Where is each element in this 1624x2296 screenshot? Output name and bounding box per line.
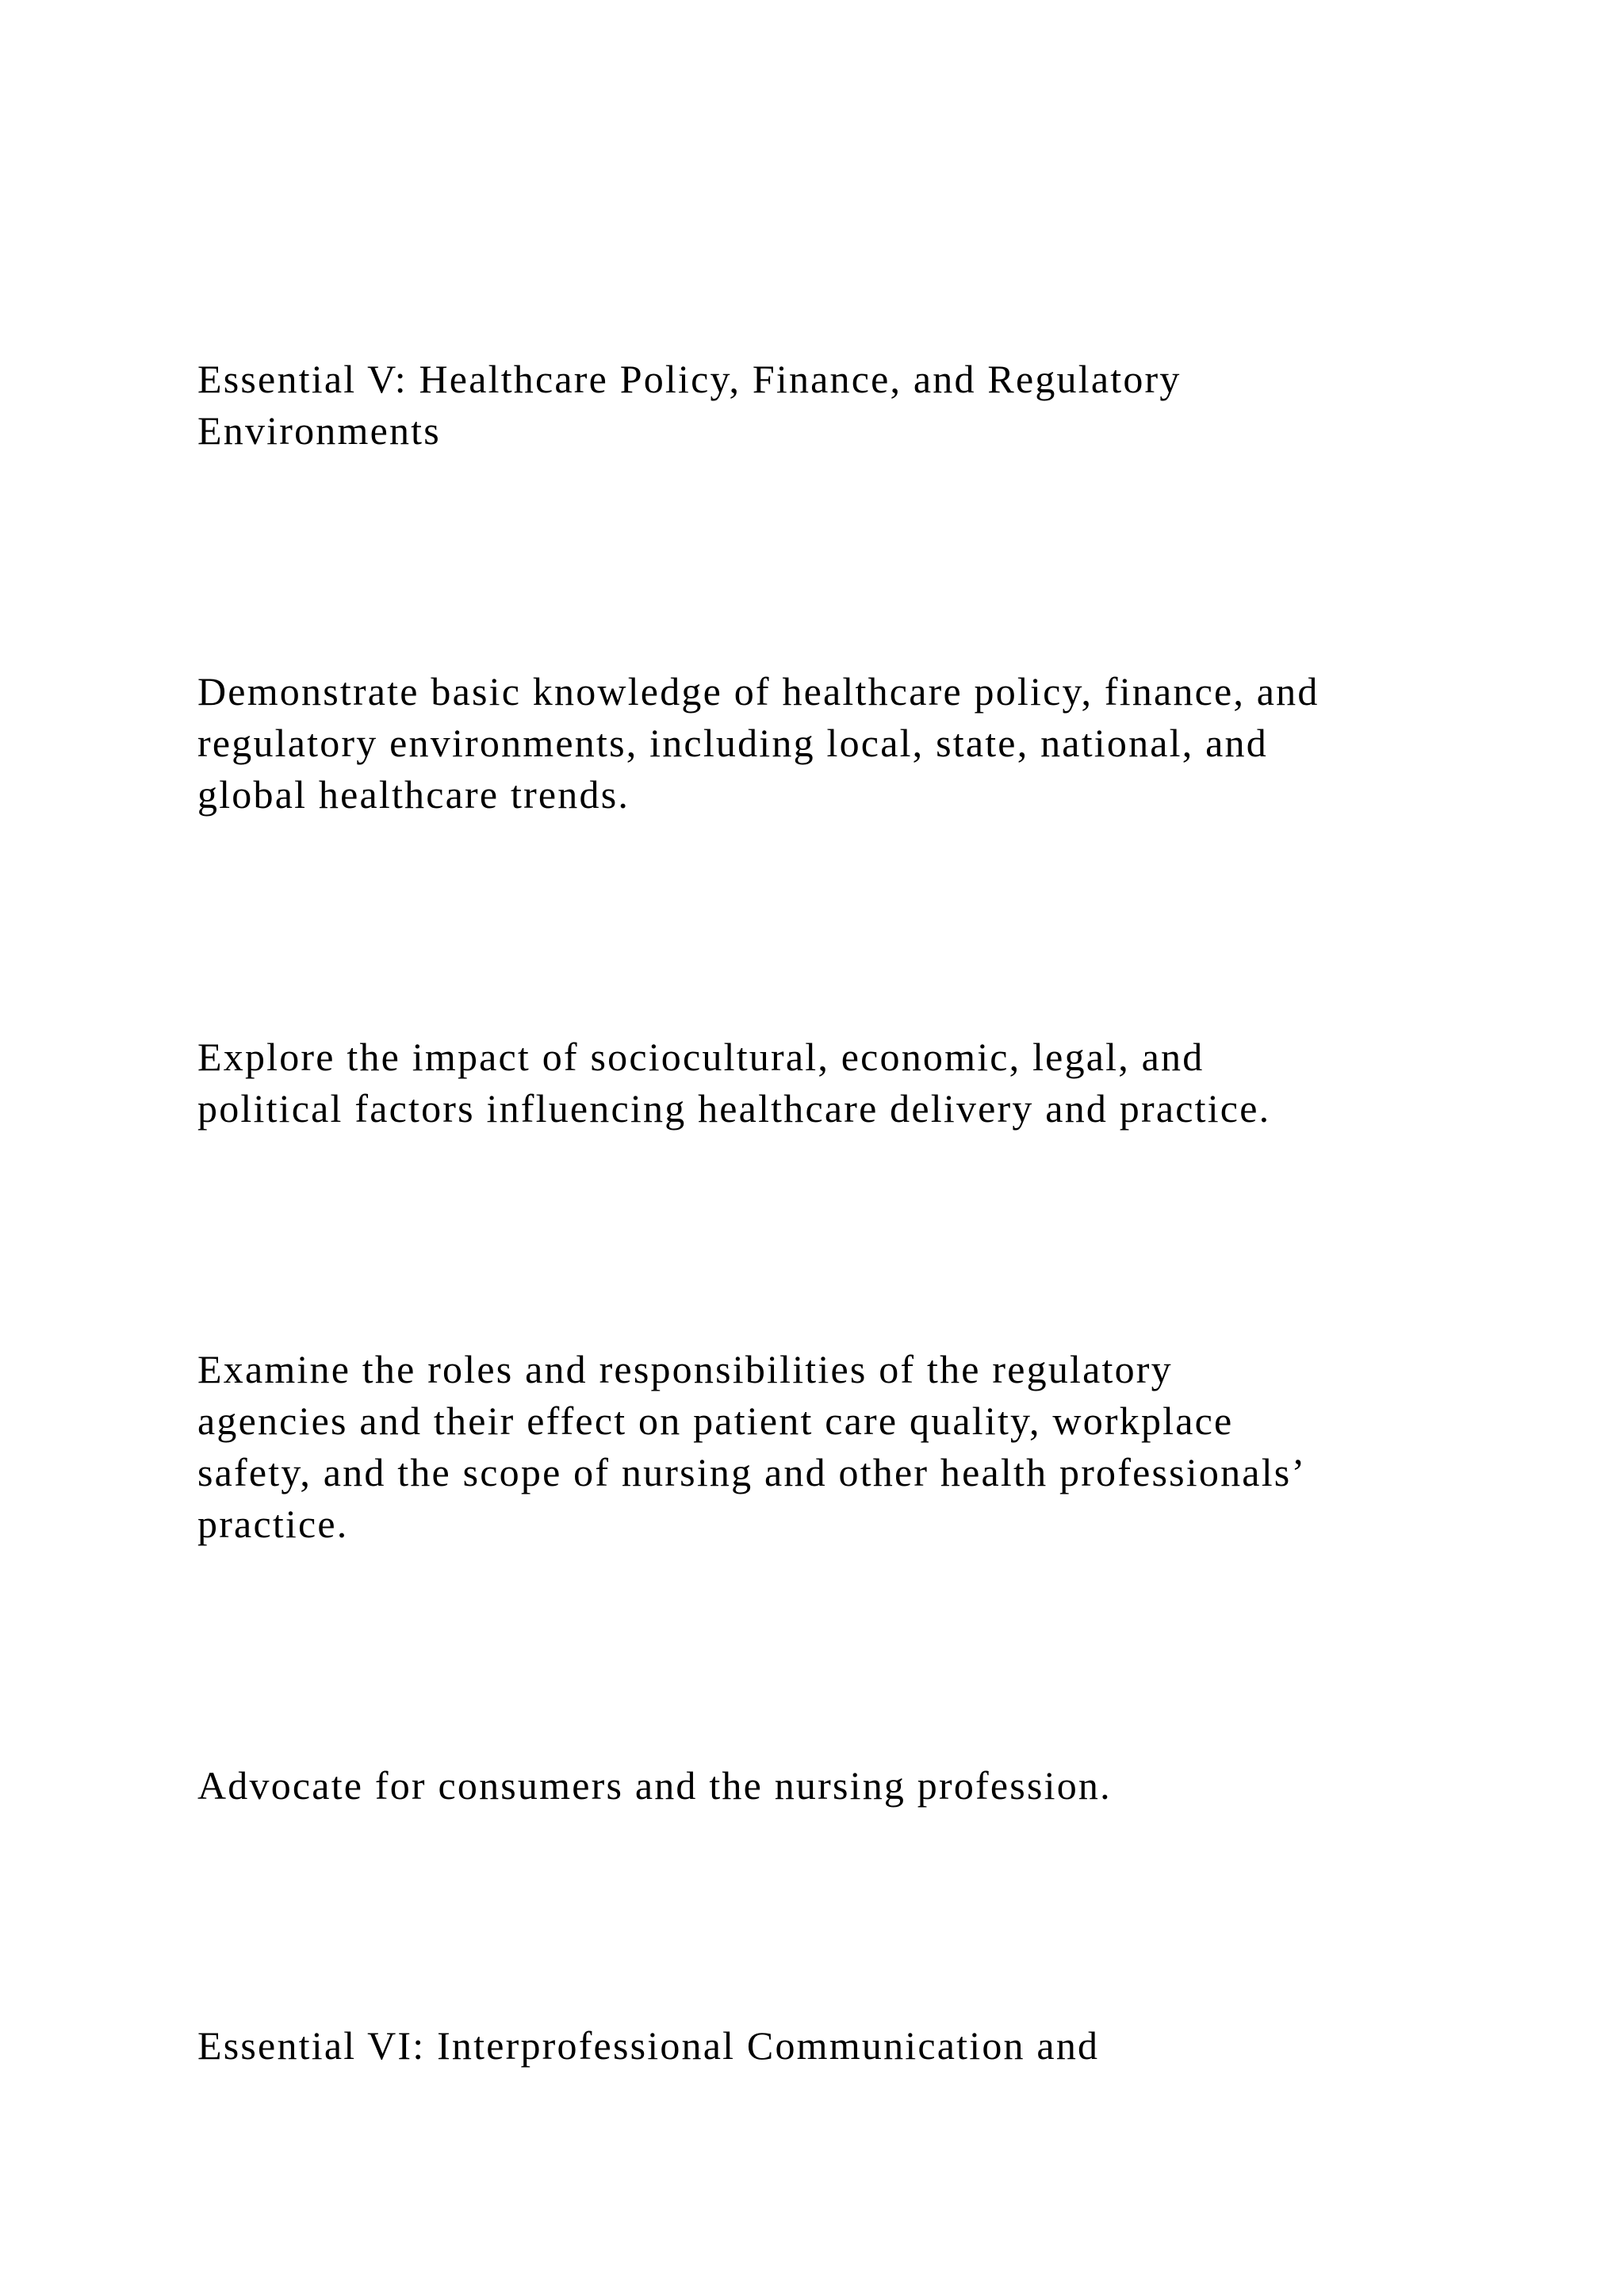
essential-vi-heading: Essential VI: Interprofessional Communication and [197, 2023, 1100, 2068]
paragraph-advocate: Advocate for consumers and the nursing profession. [197, 1763, 1112, 1808]
paragraph-impact-factors: Explore the impact of sociocultural, economic, legal, and political factors influencing healthcare delivery and practice. [197, 1035, 1271, 1131]
essential-v-heading: Essential V: Healthcare Policy, Finance, and Regulatory Environments [197, 357, 1182, 453]
paragraph-regulatory-agencies: Examine the roles and responsibilities of the regulatory agencies and their effect on patient care quality, workplace safety, and the scope of nursing and other health professionals’ practice. [197, 1347, 1307, 1546]
paragraph-healthcare-policy-knowledge: Demonstrate basic knowledge of healthcare policy, finance, and regulatory environments, including local, state, national, and global healthcare trends. [197, 669, 1320, 817]
